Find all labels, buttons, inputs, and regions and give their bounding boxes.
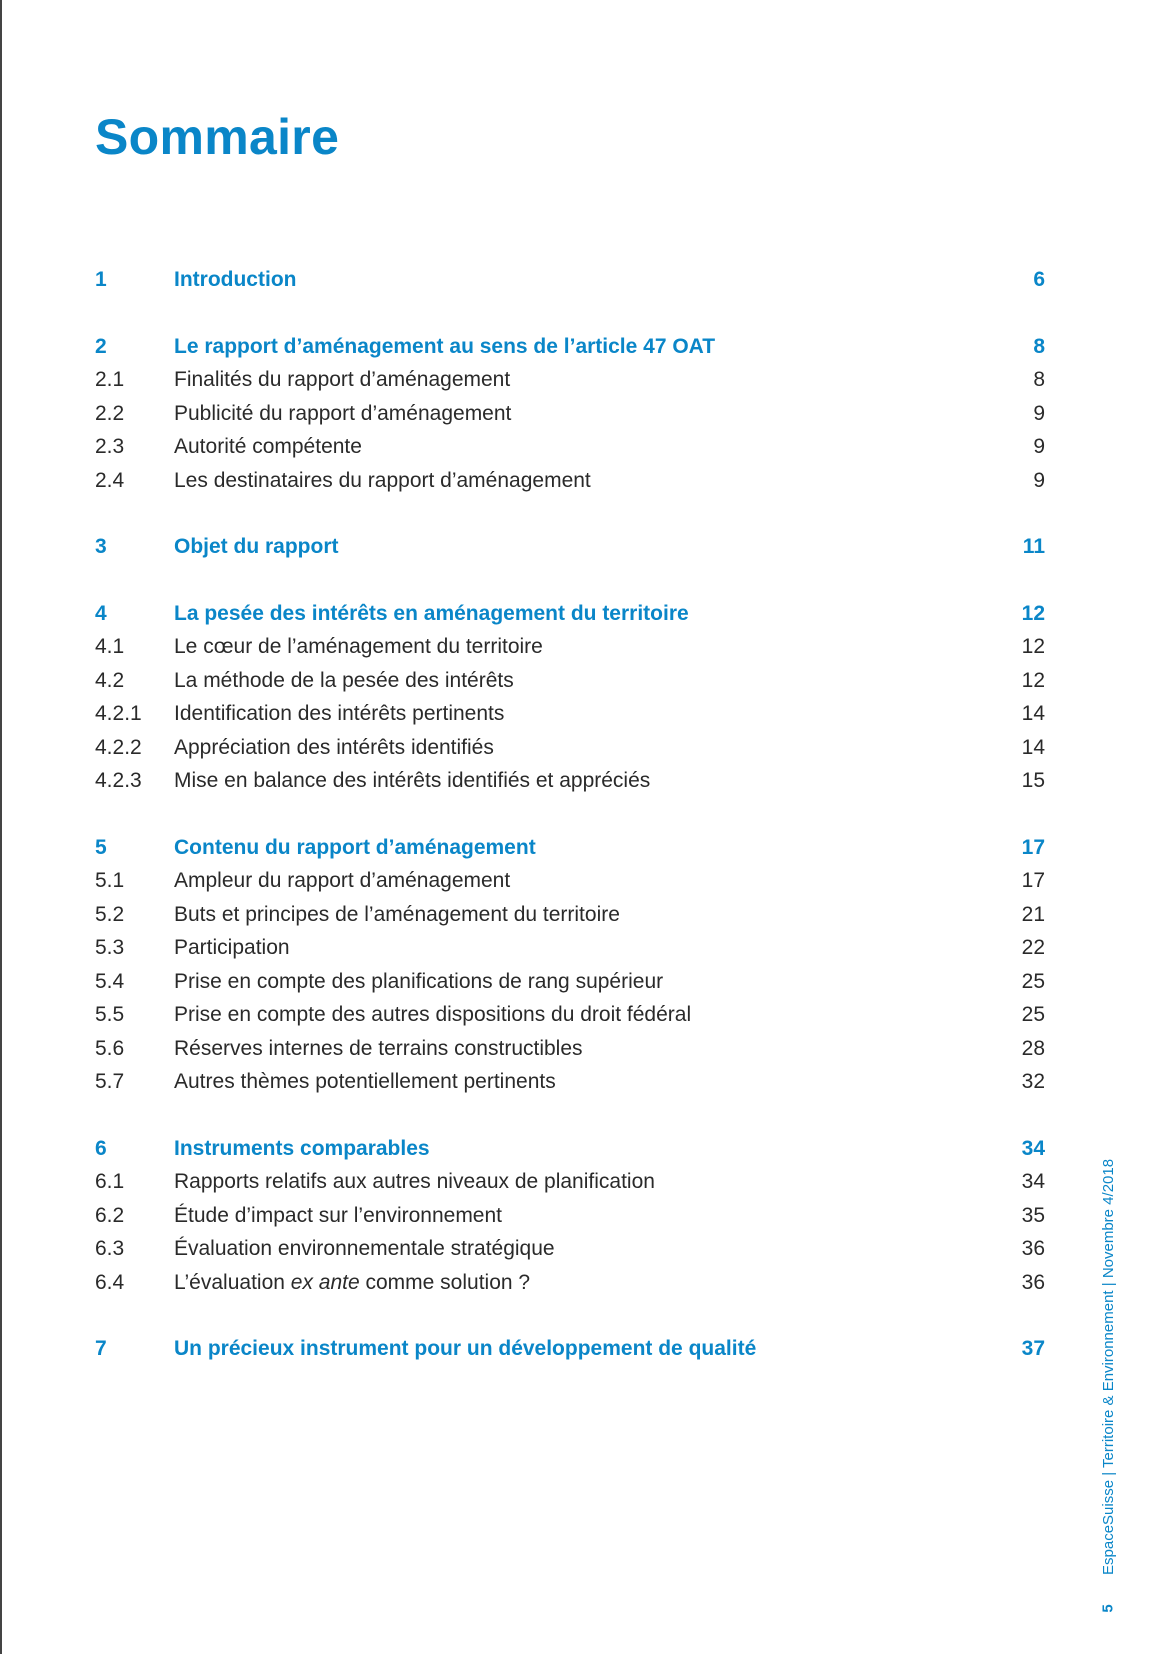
toc-entry-number: 1 [95,268,107,291]
toc-entry-number: 2.2 [95,401,125,425]
toc-entry-title: Identification des intérêts pertinents [174,702,505,725]
toc-entry-number: 5 [95,835,107,859]
toc-entry-title: Mise en balance des intérêts identifiés et appréciés [174,769,651,792]
toc-section-entry[interactable] [95,1037,1045,1071]
toc-entry-number: 4.2.1 [95,702,142,725]
toc-entry-number: 6.1 [95,1170,125,1193]
toc-section-entry[interactable] [95,769,1045,803]
toc-entry-title: Un précieux instrument pour un développement de qualité [174,1337,757,1360]
toc-entry-page: 6 [1033,268,1045,291]
toc-chapter-entry[interactable] [95,535,1045,569]
toc-entry-title: Les destinataires du rapport d’aménagement [174,468,591,492]
toc-entry-title: Évaluation environnementale stratégique [174,1237,555,1260]
table-of-contents [95,268,1045,1371]
toc-entry-page: 14 [1021,702,1045,725]
toc-section-entry[interactable] [95,936,1045,970]
toc-entry-page: 17 [1021,835,1045,859]
toc-entry-number: 5.6 [95,1036,125,1060]
toc-entry-title: La méthode de la pesée des intérêts [174,668,514,692]
toc-section-entry[interactable] [95,702,1045,736]
toc-entry-number: 5.2 [95,902,125,926]
page-number: 5 [1099,1604,1117,1613]
toc-entry-page: 9 [1033,468,1045,492]
toc-entry-number: 2.1 [95,368,125,391]
toc-entry-number: 2.3 [95,435,125,458]
toc-entry-title: Instruments comparables [174,1136,430,1160]
toc-entry-number: 5.1 [95,869,125,892]
running-footer: EspaceSuisse | Territoire & Environnement | Novembre 4/2018 [1100,1158,1117,1575]
toc-chapter-entry[interactable] [95,1337,1045,1371]
toc-entry-page: 17 [1021,869,1045,892]
toc-entry-title: Appréciation des intérêts identifiés [174,735,494,759]
toc-entry-number: 4.2 [95,668,125,692]
toc-entry-page: 22 [1021,936,1045,959]
toc-section-entry[interactable] [95,635,1045,669]
toc-entry-page: 34 [1021,1136,1045,1160]
toc-section-entry[interactable] [95,368,1045,402]
toc-entry-page: 12 [1021,601,1045,625]
toc-entry-page: 37 [1021,1337,1045,1360]
toc-section-entry[interactable] [95,736,1045,770]
toc-entry-page: 25 [1021,969,1045,993]
page-title: Sommaire [95,109,340,165]
toc-entry-title: Le cœur de l’aménagement du territoire [174,635,543,658]
toc-entry-title [174,1271,985,1295]
toc-entry-number: 4 [95,601,107,625]
toc-entry-page: 11 [1022,535,1045,558]
toc-section-entry[interactable] [95,903,1045,937]
toc-entry-page: 28 [1021,1036,1045,1060]
toc-entry-number: 6 [95,1136,107,1160]
toc-section-entry[interactable] [95,1070,1045,1104]
toc-entry-number: 2.4 [95,468,125,492]
toc-entry-page: 21 [1021,902,1045,926]
toc-entry-number: 2 [95,334,107,358]
toc-entry-page: 8 [1033,368,1045,391]
toc-entry-title: Contenu du rapport d’aménagement [174,835,536,859]
toc-chapter-entry[interactable] [95,602,1045,636]
toc-section-entry[interactable] [95,669,1045,703]
toc-entry-page: 36 [1021,1237,1045,1260]
toc-entry-title: Autorité compétente [174,435,362,458]
toc-section-entry[interactable] [95,1237,1045,1271]
toc-entry-page: 34 [1021,1170,1045,1193]
toc-entry-page: 8 [1033,334,1045,358]
toc-entry-title-part: comme solution ? [359,1270,531,1294]
toc-entry-title: Le rapport d’aménagement au sens de l’article 47 OAT [174,334,716,358]
toc-entry-title: Buts et principes de l’aménagement du territoire [174,902,620,926]
toc-entry-page: 9 [1033,435,1045,458]
toc-entry-title: Rapports relatifs aux autres niveaux de planification [174,1170,655,1193]
toc-chapter-entry[interactable] [95,268,1045,302]
toc-entry-number: 4.2.2 [95,735,142,759]
toc-entry-number: 5.4 [95,969,125,993]
toc-entry-title: Prise en compte des planifications de rang supérieur [174,969,664,993]
toc-entry-title: Ampleur du rapport d’aménagement [174,869,511,892]
page-edge-line [0,0,2,1654]
toc-entry-number: 3 [95,535,107,558]
toc-entry-title: Réserves internes de terrains constructibles [174,1036,583,1060]
toc-section-entry[interactable] [95,869,1045,903]
toc-entry-page: 35 [1021,1203,1045,1227]
toc-entry-title: Prise en compte des autres dispositions du droit fédéral [174,1003,692,1026]
toc-entry-number: 6.3 [95,1237,125,1260]
toc-entry-number: 5.3 [95,936,125,959]
toc-entry-page: 12 [1021,668,1045,692]
toc-entry-number: 4.1 [95,635,125,658]
toc-entry-title-italic: ex ante [290,1270,360,1294]
toc-entry-title: Objet du rapport [174,535,339,558]
toc-entry-title-part: L’évaluation [174,1270,291,1294]
toc-section-entry[interactable] [95,1003,1045,1037]
toc-section-entry[interactable] [95,469,1045,503]
toc-section-entry[interactable] [95,1204,1045,1238]
toc-entry-page: 14 [1021,735,1045,759]
toc-entry-number: 5.7 [95,1070,125,1093]
toc-entry-page: 9 [1033,401,1045,425]
toc-section-entry[interactable] [95,402,1045,436]
toc-chapter-entry[interactable] [95,836,1045,870]
toc-entry-title: Participation [174,936,290,959]
toc-entry-title: La pesée des intérêts en aménagement du territoire [174,601,689,625]
toc-section-entry[interactable] [95,1271,1045,1305]
toc-entry-number: 7 [95,1337,107,1360]
toc-entry-number: 4.2.3 [95,769,142,792]
toc-entry-page: 15 [1021,769,1045,792]
toc-entry-number: 5.5 [95,1003,125,1026]
toc-entry-page: 25 [1021,1003,1045,1026]
toc-entry-title: Autres thèmes potentiellement pertinents [174,1070,556,1093]
toc-chapter-entry[interactable] [95,1137,1045,1171]
toc-entry-title: Finalités du rapport d’aménagement [174,368,511,391]
toc-entry-page: 36 [1021,1270,1045,1294]
toc-entry-title: Étude d’impact sur l’environnement [174,1203,503,1227]
toc-entry-page: 32 [1021,1070,1045,1093]
toc-entry-title: Publicité du rapport d’aménagement [174,401,512,425]
toc-entry-page: 12 [1021,635,1045,658]
toc-entry-number: 6.4 [95,1270,125,1294]
toc-section-entry[interactable] [95,435,1045,469]
toc-chapter-entry[interactable] [95,335,1045,369]
toc-section-entry[interactable] [95,970,1045,1004]
toc-entry-number: 6.2 [95,1203,125,1227]
toc-section-entry[interactable] [95,1170,1045,1204]
toc-entry-title: Introduction [174,268,297,291]
